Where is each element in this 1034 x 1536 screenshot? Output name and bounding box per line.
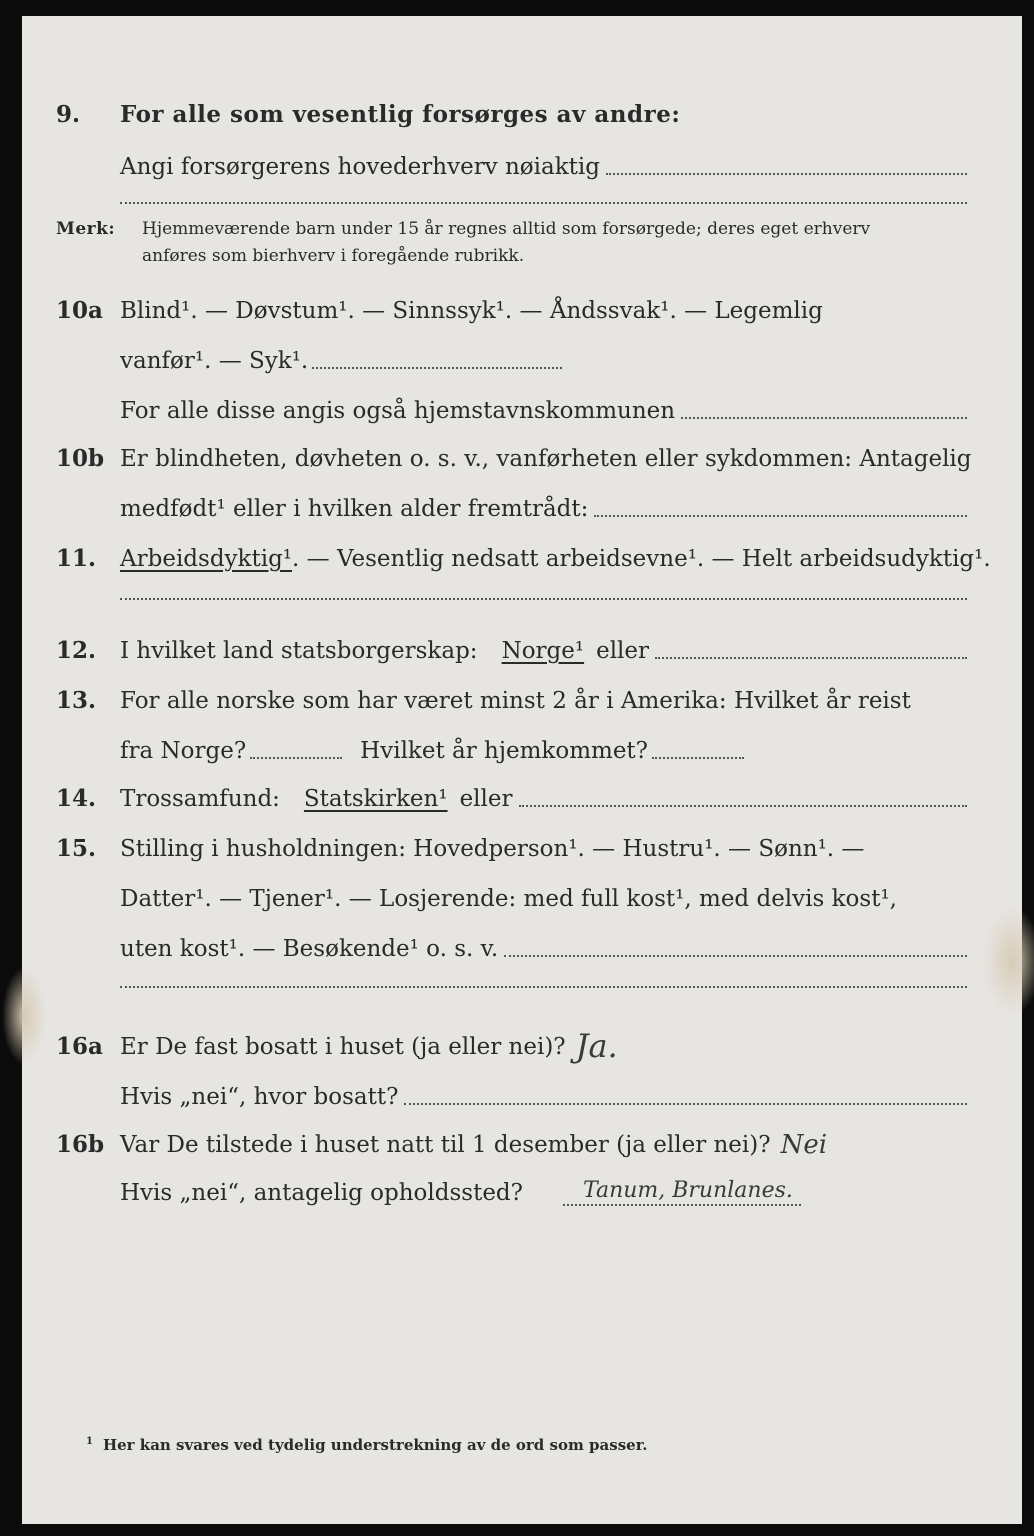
question-10a-line3 [22,384,1022,424]
question-text: Blind¹. — Døvstum¹. — Sinnssyk¹. — Åndssvak¹. — Legemlig [120,298,823,324]
question-text: Hvis „nei“, antagelig opholdssted? [120,1180,523,1206]
question-text: Er De fast bosatt i huset (ja eller nei)? [120,1034,566,1060]
question-13-line2 [22,724,1022,764]
question-text: eller [596,638,650,664]
question-10a [22,284,1022,324]
question-text: Datter¹. — Tjener¹. — Losjerende: med full kost¹, med delvis kost¹, [120,886,897,912]
question-text: vanfør¹. — Syk¹. [120,348,309,374]
question-text: I hvilket land statsborgerskap: [120,638,478,664]
answer-line[interactable] [120,598,967,600]
question-10b-line2 [22,482,1022,522]
question-text: medfødt¹ eller i hvilken alder fremtrådt: [120,496,589,522]
underlined-option[interactable]: Statskirken¹ [303,786,448,812]
handwritten-answer: Ja. [575,1027,618,1065]
question-12 [22,624,1022,664]
underlined-option[interactable]: Arbeidsdyktig¹ [120,546,293,572]
answer-field[interactable] [681,417,967,419]
question-text: . — Vesentlig nedsatt arbeidsevne¹. — Helt arbeidsudyktig¹. [292,546,991,572]
item-number: 10b [56,445,105,472]
item-number: 14. [56,785,97,812]
question-text: Trossamfund: [120,786,280,812]
note-label: Merk: [56,219,116,239]
note-text: anføres som bierhverv i foregående rubrikk. [142,246,525,266]
handwritten-answer: Nei [780,1130,828,1160]
question-15-line3 [22,922,1022,962]
question-16b [22,1118,1022,1158]
question-text: For alle disse angis også hjemstavnskommunen [120,398,676,424]
item-number: 12. [56,637,97,664]
item-number: 10a [56,297,103,324]
form-page [22,16,1022,1524]
question-9-occupation [22,140,1022,180]
answer-field[interactable] [594,515,967,517]
footnote [86,1436,647,1454]
question-10b [22,432,1022,472]
underlined-option[interactable]: Norge¹ [501,638,585,664]
answer-field[interactable] [404,1103,967,1105]
answer-field[interactable] [519,805,968,807]
question-text: Var De tilstede i huset natt til 1 desember (ja eller nei)? [120,1132,771,1158]
question-13 [22,674,1022,714]
question-10a-line2 [22,334,1022,374]
question-text: Stilling i husholdningen: Hovedperson¹. — Hustru¹. — Sønn¹. — [120,836,865,862]
question-16b-line2 [22,1166,1022,1206]
item-number: 9. [56,101,81,128]
question-16a [22,1020,1022,1065]
question-text: Hvis „nei“, hvor bosatt? [120,1084,399,1110]
handwritten-answer: Tanum, Brunlanes. [563,1178,801,1206]
footnote-text: Her kan svares ved tydelig understrekning av de ord som passer. [102,1436,648,1454]
question-text: Er blindheten, døvheten o. s. v., vanførheten eller sykdommen: Antagelig [120,446,972,472]
question-15-line2 [22,872,1022,912]
answer-field[interactable] [652,757,744,759]
question-text: For alle norske som har været minst 2 år i Amerika: Hvilket år reist [120,688,911,714]
answer-field[interactable] [504,955,967,957]
answer-line[interactable] [120,202,967,204]
item-number: 15. [56,835,97,862]
item-number: 11. [56,545,97,572]
question-text: Angi forsørgerens hovederhverv nøiaktig [120,154,600,180]
answer-line[interactable] [120,986,967,988]
question-15 [22,822,1022,862]
question-14 [22,772,1022,812]
answer-field[interactable] [250,757,342,759]
question-text: uten kost¹. — Besøkende¹ o. s. v. [120,936,499,962]
question-text: eller [459,786,513,812]
answer-field[interactable] [312,367,562,369]
question-11 [22,532,1022,572]
item-number: 16b [56,1131,105,1158]
question-text: For alle som vesentlig forsørges av andre: [120,101,681,128]
question-16a-line2 [22,1070,1022,1110]
question-text: fra Norge? [120,738,247,764]
item-number: 13. [56,687,97,714]
footnote-mark: 1 [86,1436,93,1447]
question-text: Hvilket år hjemkommet? [360,738,649,764]
answer-field[interactable] [606,173,967,175]
question-9-heading [22,88,1022,128]
answer-field[interactable] [655,657,967,659]
item-number: 16a [56,1033,103,1060]
note-text: Hjemmeværende barn under 15 år regnes alltid som forsørgede; deres eget erhverv [142,219,871,239]
